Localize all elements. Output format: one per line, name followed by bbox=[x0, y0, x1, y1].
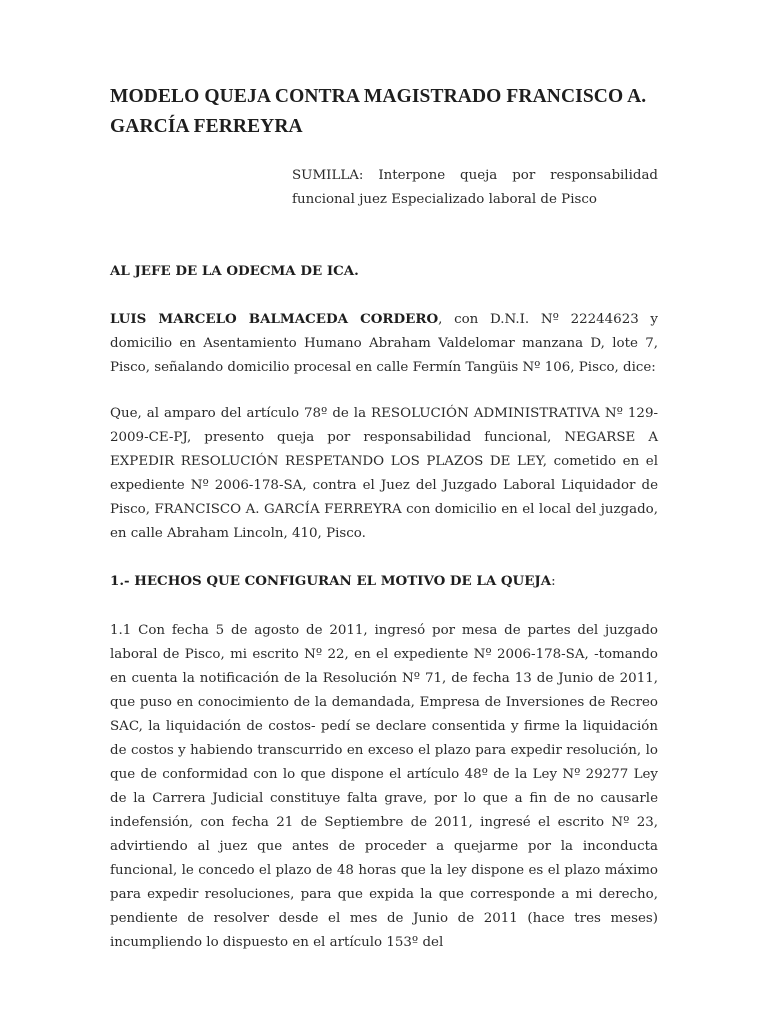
section-heading-suffix: : bbox=[551, 574, 556, 589]
complainant-name: LUIS MARCELO BALMACEDA CORDERO bbox=[110, 311, 439, 327]
facts-paragraph: 1.1 Con fecha 5 de agosto de 2011, ingresó por mesa de partes del juzgado laboral de Pisco, mi escrito Nº 22, en el expediente Nº 2006-178-SA, -tomando en cuenta la notificación de la Resolución Nº 71, de fecha 13 de Junio de 2011, que puso en conocimiento de la demandada, Empresa de Inversiones de Recreo SAC, la liquidación de costos- pedí se declare consentida y firme la liquidación de costos y habiendo transcurrido en exceso el plazo para expedir resolución, lo que de conformidad con lo que dispone el artículo 48º de la Ley Nº 29277 Ley de la Carrera Judicial constituye falta grave, por lo que a fin de no causarle indefensión, con fecha 21 de Septiembre de 2011, ingresé el escrito Nº 23, advirtiendo al juez que antes de proceder a quejarme por la inconducta funcional, le concedo el plazo de 48 horas que la ley dispone es el plazo máximo para expedir resoluciones, para que expida la que corresponde a mi derecho, pendiente de resolver desde el mes de Junio de 2011 (hace tres meses) incumpliendo lo dispuesto en el artículo 153º del bbox=[110, 623, 658, 950]
addressee bbox=[110, 259, 658, 284]
section-heading bbox=[110, 569, 658, 594]
section-heading-text: 1.- HECHOS QUE CONFIGURAN EL MOTIVO DE LA QUEJA bbox=[110, 573, 552, 589]
document-title: MODELO QUEJA CONTRA MAGISTRADO FRANCISCO A. GARCÍA FERREYRA bbox=[110, 86, 647, 137]
intro-paragraph bbox=[110, 307, 658, 380]
sumilla: SUMILLA: Interpone queja por responsabilidad funcional juez Especializado laboral de Pisco bbox=[292, 168, 658, 207]
addressee-text: AL JEFE DE LA ODECMA DE ICA. bbox=[110, 263, 359, 279]
intro-text: , con D.N.I. Nº 22244623 y domicilio en Asentamiento Humano Abraham Valdelomar manzana D, lote 7, Pisco, señalando domicilio procesal en calle Fermín Tangüis Nº 106, Pisco, dice: bbox=[110, 312, 658, 375]
complaint-paragraph: Que, al amparo del artículo 78º de la RESOLUCIÓN ADMINISTRATIVA Nº 129-2009-CE-PJ, presento queja por responsabilidad funcional, NEGARSE A EXPEDIR RESOLUCIÓN RESPETANDO LOS PLAZOS DE LEY, cometido en el expediente Nº 2006-178-SA, contra el Juez del Juzgado Laboral Liquidador de Pisco, FRANCISCO A. GARCÍA FERREYRA con domicilio en el local del juzgado, en calle Abraham Lincoln, 410, Pisco. bbox=[110, 406, 658, 541]
